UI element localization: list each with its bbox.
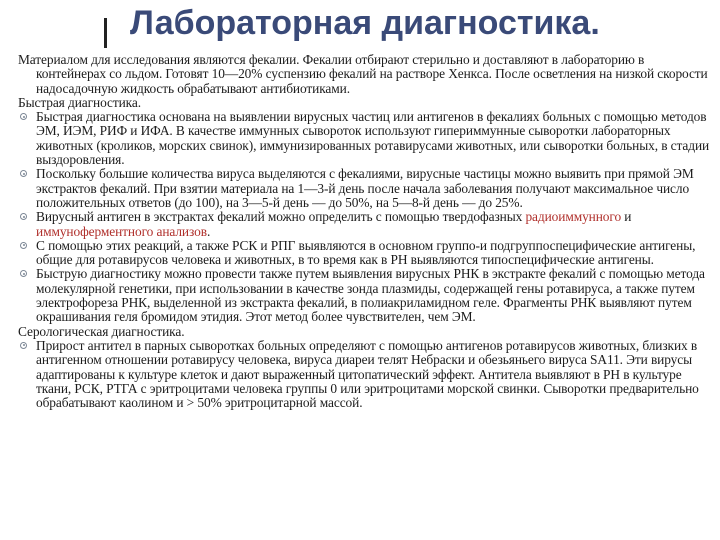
- heading-rapid-diagnostics: Быстрая диагностика.: [18, 94, 141, 110]
- title-accent-bar: [104, 18, 107, 48]
- bullet-ring-icon: [20, 342, 27, 349]
- bullet-text: Вирусный антиген в экстрактах фекалий можно определить с помощью твердофазных: [36, 209, 526, 225]
- intro-paragraph: Материалом для исследования являются фекалии. Фекалии отбирают стерильно и доставляют в лабораторию в контейнерах со льдом. Готовят 10—20% суспензию фекалий на растворе Хенкса. После осветления на низкой скорости надосадочную жидкость обрабатывают антибиотиками.: [18, 52, 708, 96]
- bullet-text: Быстрая диагностика основана на выявлении вирусных частиц или антигенов в фекалиях больных с помощью методов ЭМ, ИЭМ, РИФ и ИФА. В качестве иммунных сывороток используют гипериммунные сыворотки лабораторных животных (кроликов, морских свинок), иммунизированных ротавирусами животных, или сыворотки больных, в стадии выздоровления.: [36, 109, 710, 168]
- slide-title: Лабораторная диагностика.: [130, 4, 600, 42]
- slide-body: [18, 53, 710, 410]
- bullet-text: С помощью этих реакций, а также РСК и РПГ выявляются в основном группо-и подгруппоспецифические антигены, общие для ротавирусов человека и животных, в то время как в РН выявляются типоспецифические антигены.: [36, 237, 696, 268]
- highlight-enzyme-immunoassay: иммуноферментного анализов: [36, 223, 207, 239]
- heading-serological-diagnostics: Серологическая диагностика.: [18, 323, 185, 339]
- bullet-text: и: [621, 209, 632, 225]
- bullet-text: Прирост антител в парных сыворотках больных определяют с помощью антигенов ротавирусов животных, близких в антигенном отношении ротавирусу человека, вируса диареи телят Небраски и обезьяньего вируса SA11. Эти вирусы адаптированы к культуре клеток и дают выраженный цитопатический эффект. Антитела выявляют в РН в культуре ткани, РСК, РТГА с эритроцитами человека группы 0 или эритроцитами морской свинки. Сыворотки предварительно обрабатывают каолином и > 50% эритроцитарной массой.: [36, 337, 699, 411]
- highlight-radioimmune: радиоиммунного: [525, 209, 622, 225]
- bullet-text: Поскольку большие количества вируса выделяются с фекалиями, вирусные частицы можно выявить при прямой ЭМ экстрактов фекалий. При взятии материала на 1—3-й день после начала заболевания получают максимальное число положительных ответов (до 100), на 3—5-й день — до 50%, на 5—8-й день — до 25%.: [36, 166, 694, 210]
- bullet-ring-icon: [20, 213, 27, 220]
- bullet-ring-icon: [20, 170, 27, 177]
- bullet-text: Быструю диагностику можно провести также путем выявления вирусных РНК в экстракте фекалий с помощью метода молекулярной генетики, при использовании в качестве зонда плазмиды, содержащей гены ротавируса, а также путем электрофореза РНК, выделенной из экстракта фекалий, в полиакриламидном геле. Фрагменты РНК выявляют путем окрашивания геля бромидом этидия. Этот метод более чувствителен, чем ЭМ.: [36, 266, 705, 325]
- bullet-ring-icon: [20, 113, 27, 120]
- bullet-ring-icon: [20, 242, 27, 249]
- bullet-item: [18, 339, 710, 410]
- bullet-item: [18, 239, 710, 268]
- bullet-item: [18, 167, 710, 210]
- bullet-ring-icon: [20, 270, 27, 277]
- bullet-item: [18, 110, 710, 167]
- bullet-text: .: [206, 223, 211, 239]
- bullet-item: [18, 210, 710, 239]
- bullet-item: [18, 267, 710, 324]
